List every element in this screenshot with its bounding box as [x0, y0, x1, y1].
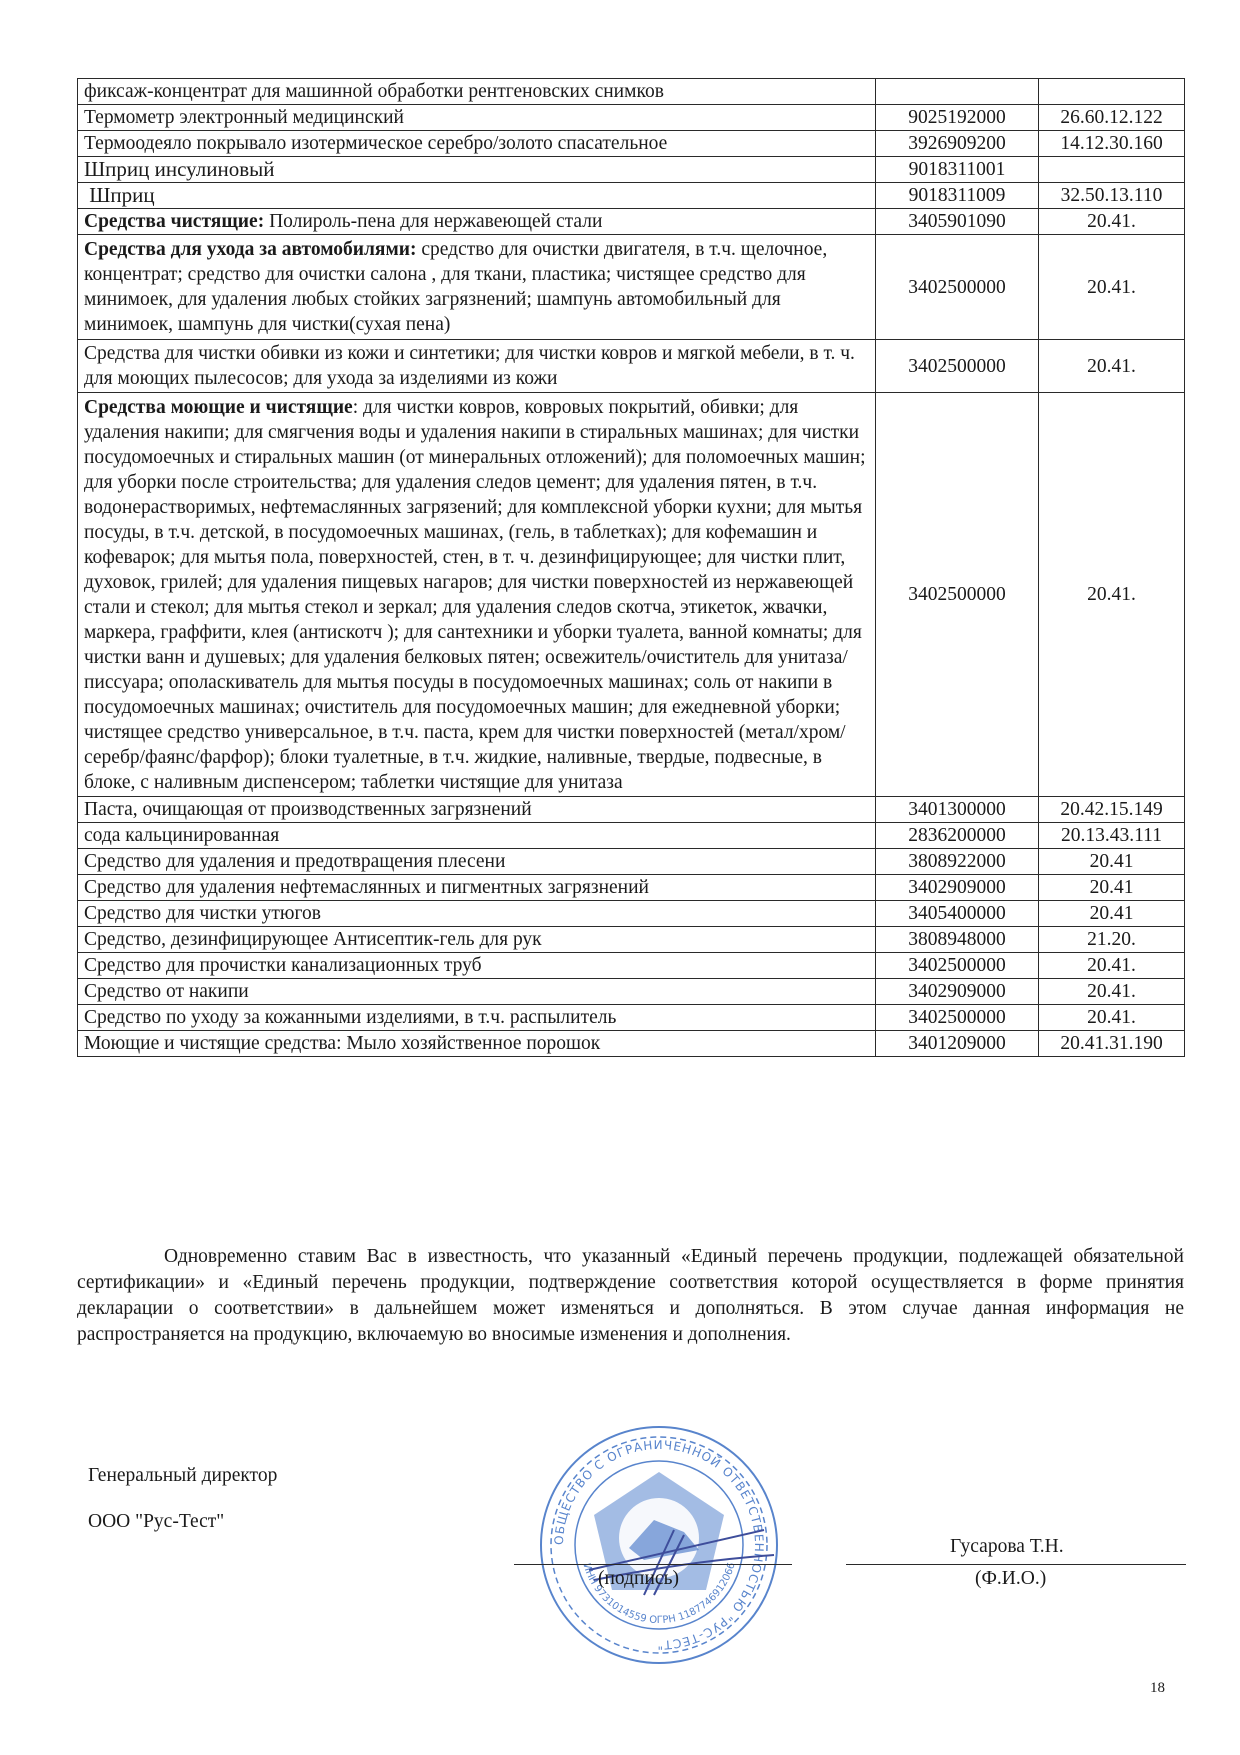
product-description: Средство для удаления и предотвращения плесени: [78, 849, 876, 875]
tnved-code: 3808948000: [876, 927, 1039, 953]
okpd-code: 20.41.: [1039, 979, 1185, 1005]
okpd-code: 26.60.12.122: [1039, 105, 1185, 131]
signatory-role: Генеральный директор: [88, 1465, 278, 1486]
tnved-code: 3402500000: [876, 340, 1039, 393]
okpd-code: 21.20.: [1039, 927, 1185, 953]
tnved-code: 3402500000: [876, 235, 1039, 340]
product-description: Средства моющие и чистящие: для чистки ковров, ковровых покрытий, обивки; для удаления накипи; для смягчения воды и удаления накипи в стиральных машинах; для чистки посудомоечных и стиральных машин (от минеральных отложений); для поломоечных машин; для уборки после строительства; для удаления следов цемент; для удаления пятен, в т.ч. водонерастворимых, нефтемаслянных загрязений; для комплексной уборки кухни; для мытья посуды, в т.ч. детской, в посудомоечных машинах, (гель, в таблетках); для кофемашин и кофеварок; для мытья пола, поверхностей, стен, в т. ч. дезинфицирующее; для чистки плит, духовок, грилей; для удаления пищевых нагаров; для чистки поверхностей из нержавеющей стали и стекол; для мытья стекол и зеркал; для удаления следов скотча, этикеток, жвачки, маркера, граффити, клея (антискотч ); для сантехники и уборки туалета, ванной комнаты; для чистки ванн и душевых; для удаления белковых пятен; освежитель/очиститель для унитаза/писсуара; ополаскиватель для мытья посуды в посудомоечных машинах; соль от накипи в посудомоечных машинах; очиститель для посудомоечных машин; для ежедневной уборки; чистящее средство универсальное, в т.ч. паста, крем для чистки поверхностей (метал/хром/серебр/фаянс/фарфор); блоки туалетные, в т.ч. жидкие, наливные, твердые, подвесные, в блоке, с наливным диспенсером; таблетки чистящие для унитаза: [78, 393, 876, 797]
okpd-code: 20.41.: [1039, 209, 1185, 235]
okpd-code: 14.12.30.160: [1039, 131, 1185, 157]
product-description: Шприц: [78, 183, 876, 209]
product-description: Средство по уходу за кожанными изделиями, в т.ч. распылитель: [78, 1005, 876, 1031]
okpd-code: 20.13.43.111: [1039, 823, 1185, 849]
okpd-code: 32.50.13.110: [1039, 183, 1185, 209]
tnved-code: 3808922000: [876, 849, 1039, 875]
okpd-code: 20.42.15.149: [1039, 797, 1185, 823]
page-number: 18: [1150, 1680, 1165, 1696]
name-label: (Ф.И.О.): [975, 1568, 1047, 1589]
tnved-code: 2836200000: [876, 823, 1039, 849]
okpd-code: 20.41: [1039, 849, 1185, 875]
product-description: Средства для ухода за автомобилями: средство для очистки двигателя, в т.ч. щелочное, концентрат; средство для очистки салона , для ткани, пластика; чистящее средство для минимоек, для удаления любых стойких загрязнений; шампунь автомобильный для минимоек, шампунь для чистки(сухая пена): [78, 235, 876, 340]
category-label: Средства для ухода за автомобилями:: [84, 239, 417, 260]
tnved-code: 3926909200: [876, 131, 1039, 157]
product-description: Шприц инсулиновый: [78, 157, 876, 183]
product-description: Средство для удаления нефтемаслянных и пигментных загрязнений: [78, 875, 876, 901]
okpd-code: 20.41.: [1039, 953, 1185, 979]
signatory-name: Гусарова Т.Н.: [950, 1536, 1064, 1557]
product-description: Средство для прочистки канализационных труб: [78, 953, 876, 979]
okpd-code: 20.41.: [1039, 235, 1185, 340]
tnved-code: 3402909000: [876, 875, 1039, 901]
signature-label: (подпись): [598, 1568, 679, 1589]
tnved-code: 3402909000: [876, 979, 1039, 1005]
okpd-code: 20.41.: [1039, 1005, 1185, 1031]
okpd-code: 20.41.: [1039, 393, 1185, 797]
tnved-code: 9018311001: [876, 157, 1039, 183]
tnved-code: 3402500000: [876, 393, 1039, 797]
product-description: фиксаж-концентрат для машинной обработки рентгеновских снимков: [78, 79, 876, 105]
okpd-code: 20.41: [1039, 901, 1185, 927]
tnved-code: 3405901090: [876, 209, 1039, 235]
tnved-code: 3401300000: [876, 797, 1039, 823]
tnved-code: 9018311009: [876, 183, 1039, 209]
svg-text:ОБЩЕСТВО С ОГРАНИЧЕННОЙ ОТВЕТС: ОБЩЕСТВО С ОГРАНИЧЕННОЙ ОТВЕТСТВЕННОСТЬЮ "РУС-ТЕСТ": [551, 1437, 767, 1653]
product-description: Средство от накипи: [78, 979, 876, 1005]
product-description: Паста, очищающая от производственных загрязнений: [78, 797, 876, 823]
signature-line: [514, 1564, 792, 1565]
product-description: Средства для чистки обивки из кожи и синтетики; для чистки ковров и мягкой мебели, в т. ч. для моющих пылесосов; для ухода за изделиями из кожи: [78, 340, 876, 393]
product-description: сода кальцинированная: [78, 823, 876, 849]
product-description: Термоодеяло покрывало изотермическое серебро/золото спасательное: [78, 131, 876, 157]
company-seal-icon: [534, 1420, 784, 1670]
product-description: Средство для чистки утюгов: [78, 901, 876, 927]
tnved-code: 3402500000: [876, 1005, 1039, 1031]
category-label: Средства моющие и чистящие: [84, 397, 353, 418]
category-label: Средства чистящие:: [84, 211, 265, 232]
signatory-organization: ООО "Рус-Тест": [88, 1511, 225, 1532]
tnved-code: 3401209000: [876, 1031, 1039, 1057]
product-description: Термометр электронный медицинский: [78, 105, 876, 131]
name-line: [846, 1564, 1186, 1565]
product-description: Средства чистящие: Полироль-пена для нержавеющей стали: [78, 209, 876, 235]
svg-text:ИНН 9731014559 ОГРН 1187746912: ИНН 9731014559 ОГРН 1187746912066: [580, 1561, 738, 1627]
okpd-code: 20.41.: [1039, 340, 1185, 393]
tnved-code: 3402500000: [876, 953, 1039, 979]
okpd-code: 20.41.31.190: [1039, 1031, 1185, 1057]
product-description: Моющие и чистящие средства: Мыло хозяйственное порошок: [78, 1031, 876, 1057]
tnved-code: 9025192000: [876, 105, 1039, 131]
notice-paragraph: Одновременно ставим Вас в известность, что указанный «Единый перечень продукции, подлежащей обязательной сертификации» и «Единый перечень продукции, подтверждение соответствия которой осуществляется в форме принятия декларации о соответствии» в дальнейшем может изменяться и дополняться. В этом случае данная информация не распространяется на продукцию, включаемую во вносимые изменения и дополнения.: [77, 1246, 1184, 1345]
tnved-code: 3405400000: [876, 901, 1039, 927]
okpd-code: 20.41: [1039, 875, 1185, 901]
product-description: Средство, дезинфицирующее Антисептик-гель для рук: [78, 927, 876, 953]
